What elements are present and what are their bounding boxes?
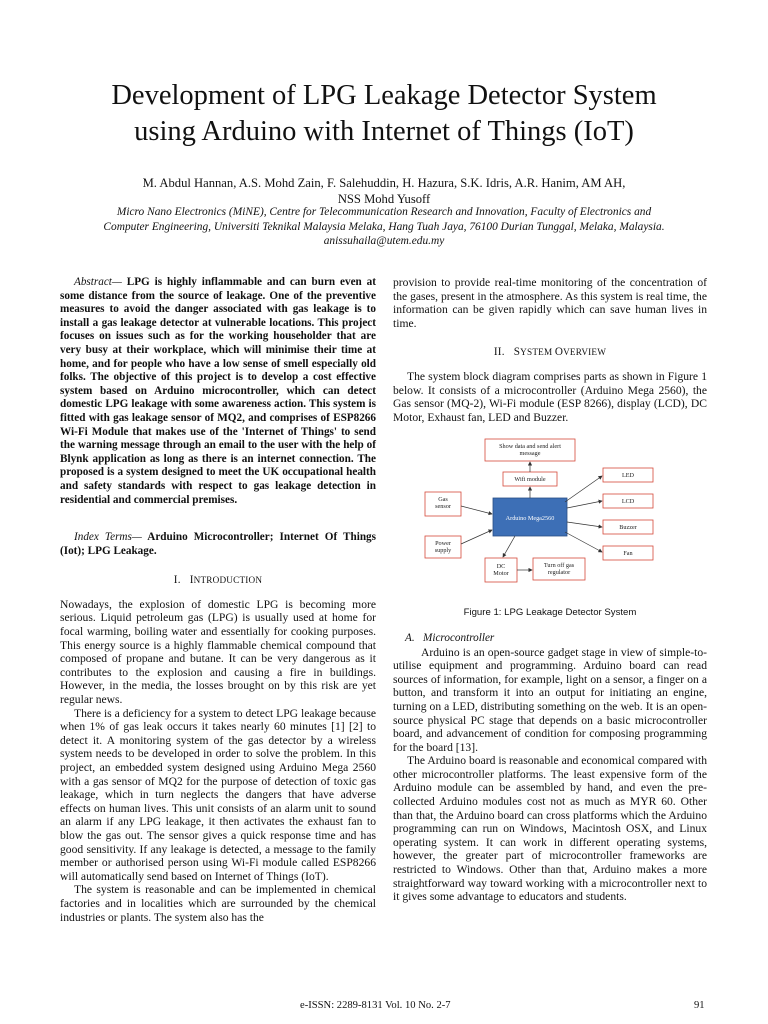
paper-title [40,78,728,150]
index-terms-text: Arduino Microcontroller; Internet Of Things (Iot); LPG Leakage. [60,531,376,557]
abstract [60,276,376,507]
intro-paragraph-2: There is a deficiency for a system to detect LPG leakage because when 1% of gas leak occurs it takes nearly 60 minutes [1] [2] to detect it. A monitoring system of the gas detector by a wireless system needs to be developed in order to solve the problem. In this project, an embedded system designed using Arduino Mega 2560 with a gas sensor of MQ2 for the purpose of detection of toxic gas leakage, which in turn neglects the dangers that have adverse effects on human lives. This unit consists of an alarm unit to sound an alarm if any LPG leakage, it then activates the exhaust fan to blow the gas out. The sensor gives a quick response time and has good sensitivity. If any leakage is detected, a message to the family member or authorised person using Wi-Fi module called ESP8266 will automatically send based on Internet of Things (IoT). [60,706,376,883]
intro-paragraph-3: The system is reasonable and can be implemented in chemical factories and in localities which are surrounded by the chemical industries or plants. The system also has the [60,883,376,924]
arrow-arduino-fan [565,532,602,552]
block-fan-label: Fan [623,550,633,558]
abstract-text: LPG is highly inflammable and can burn even at some distance from the source of leakage. One of the preventive measures to avoid the danger associated with gas leakage is to install a gas leakage detector at vulnerable locations. This project focuses on issues such as for the working householder that are very busy at their workplace, which will minimise their time at home, and for people who have a low sense of smell especially old folks. The objective of this project is to develop a cost effective system based on Arduino microcontroller, which can detect domestic LPG leakage with some awareness action. This system is fitted with gas leakage sensor of MQ2, and comprises of ESP8266 Wi-Fi Module that makes use of the 'Internet of Things' to send the warning message through an email to the user with the help of Blynk application as long as there is an internet connection. The proposed is a system designed to meet the UK occupational health and safety standards with respect to gas leakage detection in residential and commercial premises. [60,276,376,506]
block-diagram-svg [415,434,685,594]
title-line-1: Development of LPG Leakage Detector System [111,80,657,111]
section-title-rest: NTRODUCTION [193,575,263,586]
affiliation [50,205,718,249]
block-alert-line2: message [519,450,541,458]
block-led-label: LED [621,472,635,480]
right-column [393,276,707,904]
arrow-arduino-dcmotor [503,536,515,557]
index-terms [60,531,376,558]
section-number: I. [173,574,181,587]
section-number: II. [493,346,505,359]
authors-line-2: NSS Mohd Yusoff [337,192,431,206]
authors [60,175,708,207]
affiliation-line-1: Micro Nano Electronics (MiNE), Centre for Telecommunication Research and Innovation, Faculty of Electronics and [116,206,652,218]
abstract-label: Abstract— [74,276,122,288]
left-column [60,276,376,924]
subsection-label: A. [405,631,415,644]
block-buzzer-label: Buzzer [619,524,637,532]
block-lcd-label: LCD [621,498,635,506]
index-terms-label: Index Terms— [74,531,142,544]
arrow-arduino-lcd [567,501,602,508]
affiliation-line-2: Computer Engineering, Universiti Teknikal Malaysia Melaka, Hang Tuah Jaya, 76100 Durian Tunggal, Melaka, Malaysia. [103,220,665,233]
title-line-2: using Arduino with Internet of Things (IoT) [134,116,634,147]
power-line1: Power [435,540,451,548]
arrow-power-arduino [461,530,492,544]
arrow-gas-arduino [461,506,492,514]
dc-line2: Motor [493,570,509,578]
gas-line2: sensor [435,503,451,511]
dc-line1: DC [496,563,506,571]
power-line2: supply [434,547,452,555]
block-power-label [435,540,452,554]
intro-paragraph-1: Nowadays, the explosion of domestic LPG is becoming more serious. Liquid petroleum gas (LPG) is usually used at home for focal warming, boiling water and essentially for cooking purposes. This energy source is a highly flammable chemical compound that composed of propane and butane. It can be very dangerous as it contributes to the explosion and causing a fire in buildings. However, in the media, the losses brought on by this risk are yet regular news. [60,597,376,707]
footer-issn: e-ISSN: 2289-8131 Vol. 10 No. 2-7 [300,1000,451,1011]
reg-line1: Turn off gas [543,562,575,570]
figure-block-diagram [415,434,685,594]
page-number: 91 [694,1000,705,1011]
subsection-heading-microcontroller [405,632,707,646]
block-alert-line1: Show data and send alert [499,443,561,451]
authors-line-1: M. Abdul Hannan, A.S. Mohd Zain, F. Salehuddin, H. Hazura, S.K. Idris, A.R. Hanim, AM AH, [142,176,626,190]
figure-caption: Figure 1: LPG Leakage Detector System [463,607,637,619]
overview-paragraph: The system block diagram comprises parts as shown in Figure 1 below. It consists of a microcontroller (Arduino Mega 2560), the Gas sensor (MQ-2), Wi-Fi module (ESP 8266), display (LCD), DC Motor, Exhaust fan, LED and Buzzer. [393,369,707,424]
arrow-arduino-buzzer [567,522,602,527]
section-heading-introduction [60,574,376,588]
gas-line1: Gas [438,496,448,504]
section-title-rest-2: VERVIEW [563,347,607,358]
microcontroller-paragraph-2: The Arduino board is reasonable and economical compared with other microcontroller platforms. The least expensive form of the Arduino module can be assembled by hand, and even the pre-collected Arduino modules cost not as much as MYR 60. Other than that, the Arduino board can cross platforms which the Arduino programming can run on Windows, Macintosh OSX, and Linux operating system. It can work in different operating systems, however, the greater part of microcontroller frameworks are restricted to Windows. Other than that, Arduino makes a more straightforward way toward working with a microcontroller next to it gives some advantage to educators and students. [393,754,707,904]
section-second-letter: O [554,346,564,359]
section-title-rest: YSTEM [520,347,555,358]
block-regulator-label [544,562,575,576]
block-wifi-label: Wifi module [514,476,546,484]
section-first-letter: I [189,574,194,587]
block-arduino-label: Arduino Mega2560 [505,515,555,523]
section-heading-system-overview [393,346,707,360]
arrow-arduino-led [565,476,602,502]
section-first-letter: S [513,346,521,359]
reg-line2: regulator [547,569,571,577]
subsection-title: Microcontroller [423,631,495,644]
affiliation-email: anissuhaila@utem.edu.my [323,235,445,247]
right-column-continuation: provision to provide real-time monitoring of the concentration of the gases, present in the atmosphere. As this system is real time, the information can be given rapidly which can save human lives in time. [393,276,707,330]
microcontroller-paragraph-1: Arduino is an open-source gadget stage in view of simple-to-utilise equipment and programming. Arduino board can read sources of information, for example, light on a sensor, a finger on a button, and transform it into an output for initiating an engine, turning on a LED, distributing something on the web. It is an open-source physical PC stage that depends on a basic microcontroller board, and advancement of condition for composing programming for the board [13]. [393,645,707,754]
